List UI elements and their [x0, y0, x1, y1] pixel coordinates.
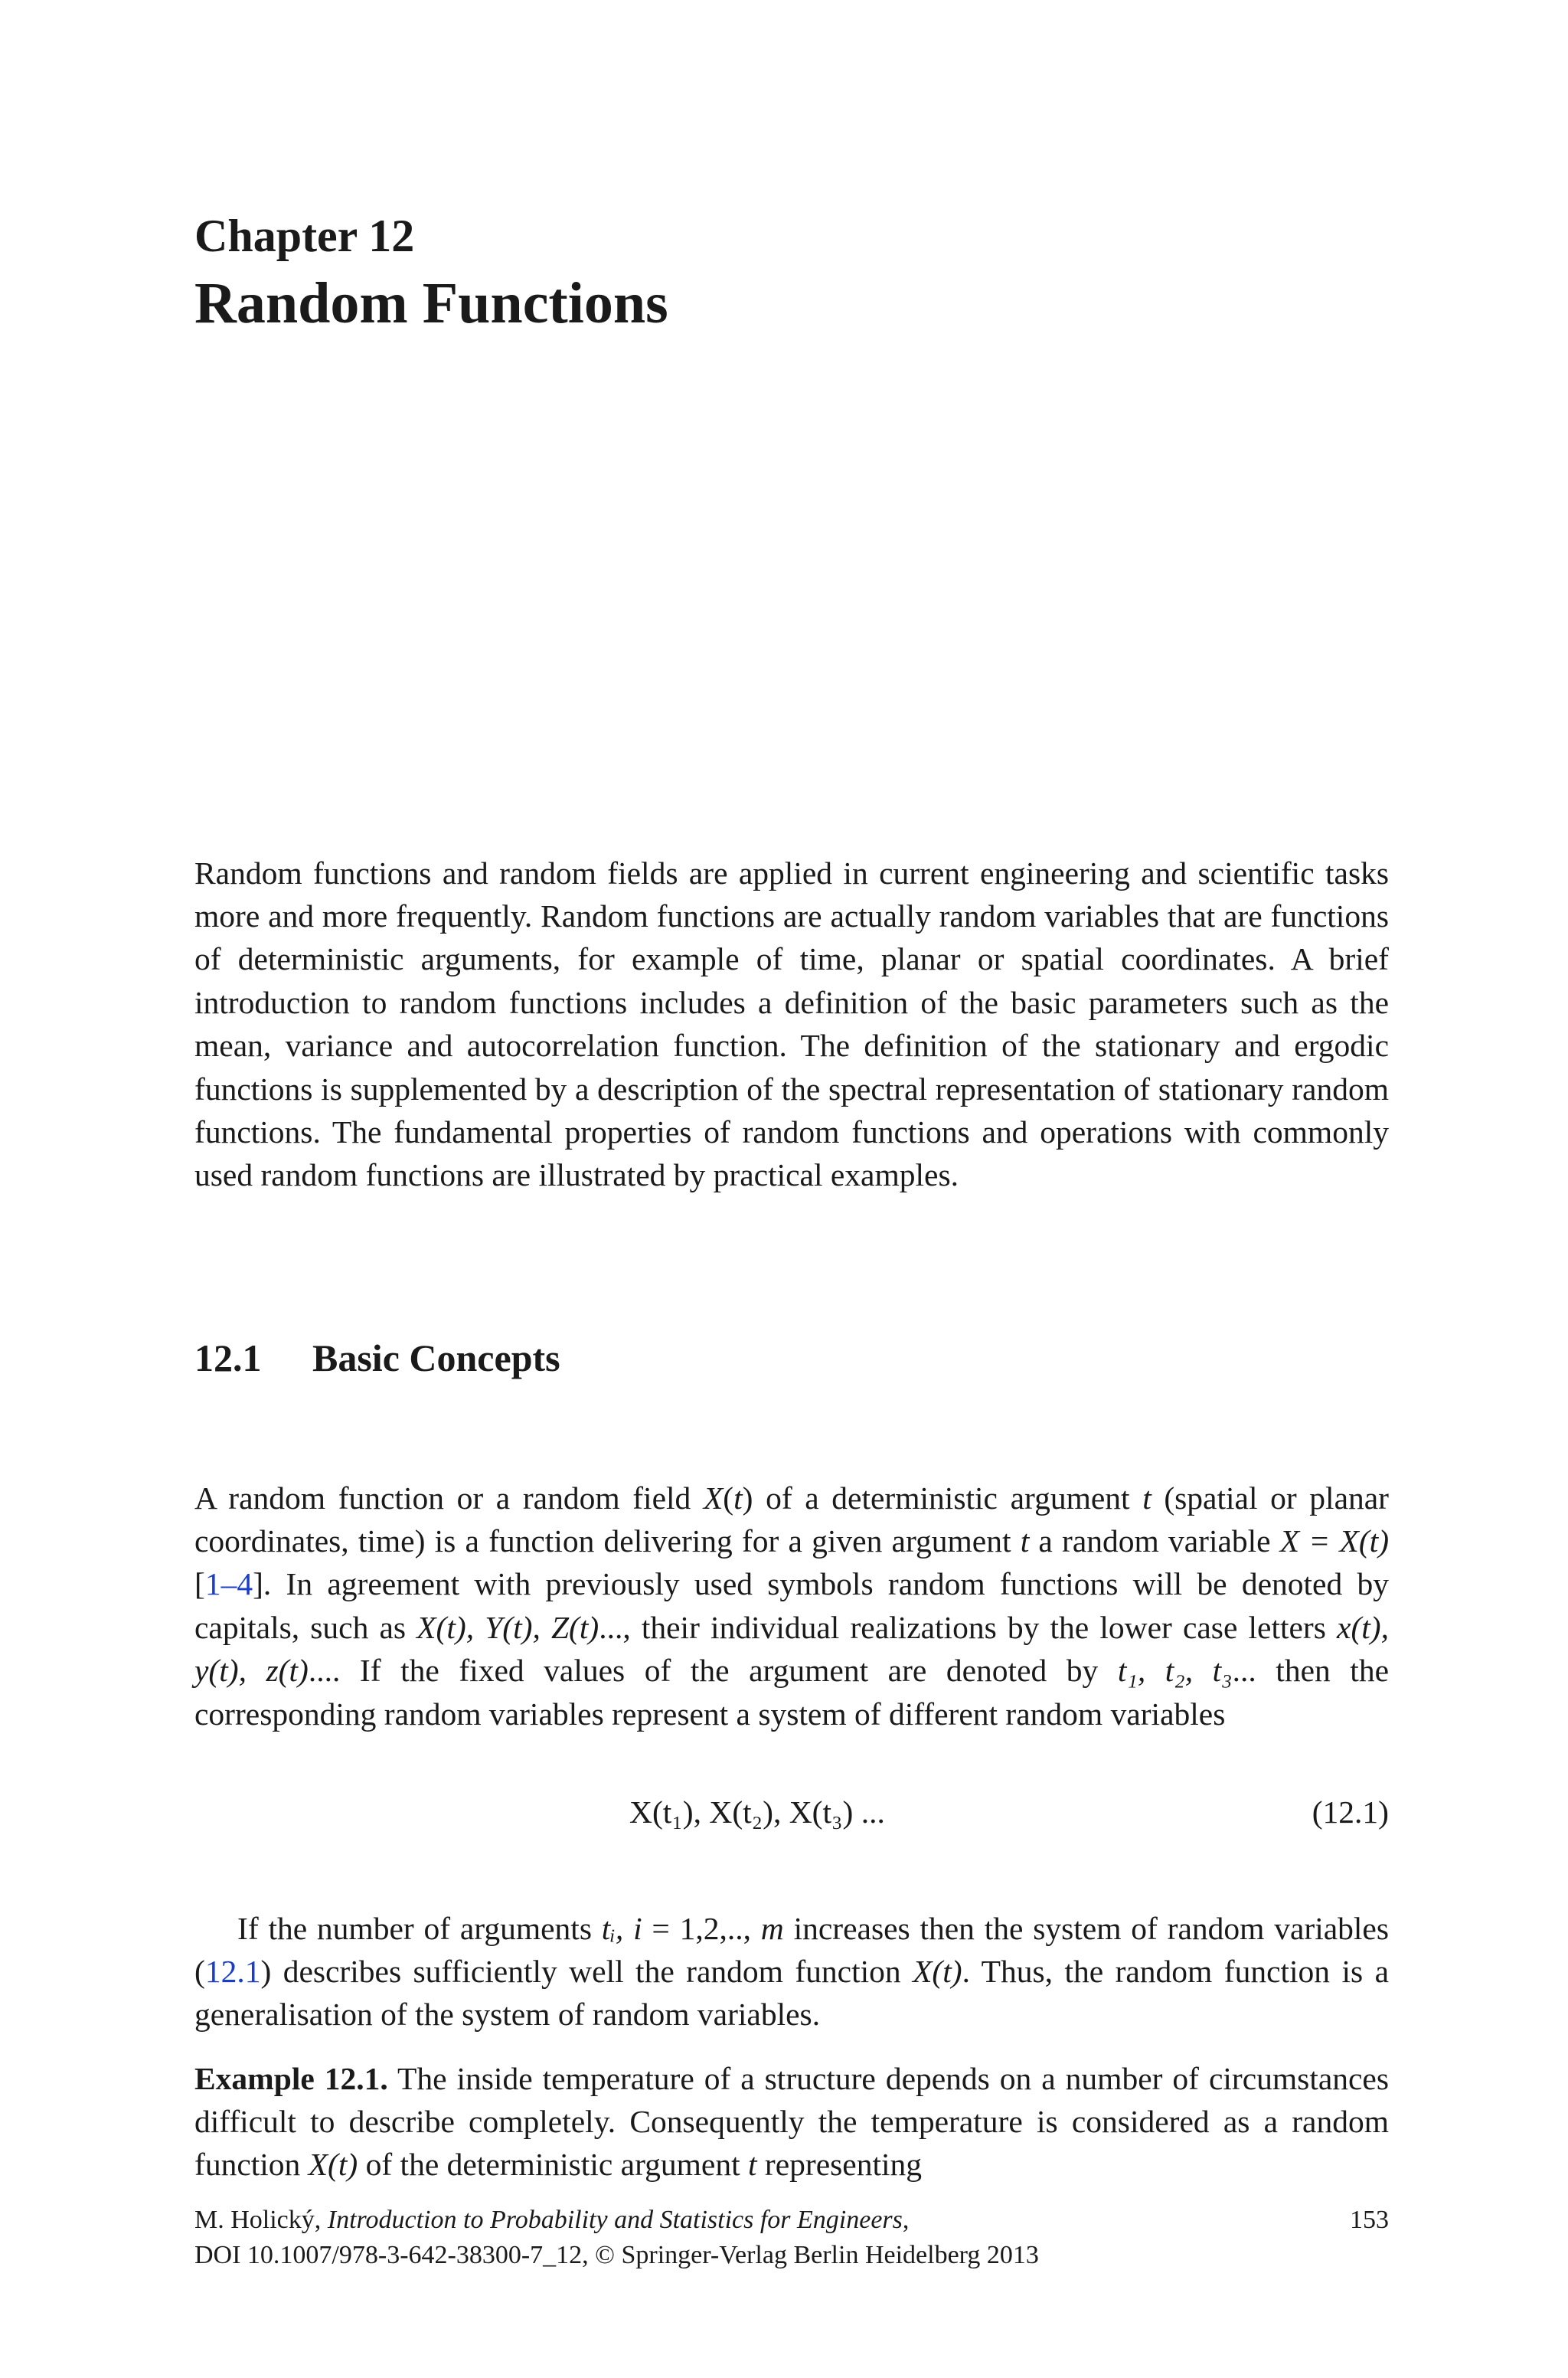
example-paragraph	[194, 2057, 1389, 2187]
footer-doi: DOI 10.1007/978-3-642-38300-7_12, © Springer-Verlag Berlin Heidelberg 2013	[194, 2241, 1039, 2269]
footer-author: M. Holický,	[194, 2206, 328, 2234]
text-run: ]. In agreement with previously used symbols random functions will be denoted by capitals, such as	[194, 1566, 1389, 1645]
text-run: A random function or a random field	[194, 1480, 704, 1516]
math-symbol: t	[1142, 1480, 1152, 1516]
text-run: representing	[756, 2147, 923, 2183]
page-footer	[194, 2203, 1389, 2273]
section-paragraph-2	[194, 1907, 1389, 2036]
text-run: ..., their individual realizations by the lower case letters	[599, 1609, 1338, 1645]
math-expression: X(t), Y(t), Z(t)	[416, 1609, 599, 1645]
chapter-label: Chapter 12	[194, 211, 415, 261]
footer-citation	[194, 2203, 1389, 2238]
text-run: The inside temperature of a structure depends on a number of circumstances difficult to describe completely. Consequently the temperature is considered as a random function	[194, 2060, 1390, 2183]
equation-reference-link[interactable]: 12.1	[204, 1953, 261, 1989]
text-run: increases then the system of random variables (	[194, 1910, 1390, 1989]
equation-number: (12.1)	[1312, 1794, 1389, 1830]
text-run: ... then the corresponding random variables represent a system of different random variables	[194, 1653, 1389, 1732]
math-expression: tᵢ, i	[601, 1910, 642, 1946]
section-paragraph: A random function or a random field X(t) of a deterministic argument t (spatial or planar coordinates, time) is a function delivering for a given argument t a random variable X = X(t) [1–4]. In agreement with previously used symbols random functions will be denoted by capitals, such as X(t), Y(t), Z(t)..., their individual realizations by the lower case letters x(t), y(t), z(t).... If the fixed values of the argument are denoted by t₁, t₂, t₃... then the corresponding random variables represent a system of different random variables	[194, 1480, 1390, 1732]
text-run: If the number of arguments	[237, 1910, 602, 1946]
footer-book-title: Introduction to Probability and Statistics for Engineers	[327, 2206, 903, 2234]
text-run: = 1,2,..,	[642, 1910, 761, 1946]
math-expression: X(t)	[308, 2147, 358, 2183]
math-expression: X(t)	[913, 1953, 962, 1989]
equation-expression: X(t₁), X(t₂), X(t₃) ...	[629, 1794, 885, 1830]
citation-link[interactable]: 1–4	[204, 1566, 253, 1602]
page-number: 153	[1350, 2206, 1389, 2234]
math-expression: t₁, t₂, t₃	[1117, 1653, 1233, 1689]
section-title: Basic Concepts	[312, 1336, 560, 1379]
chapter-abstract: Random functions and random fields are applied in current engineering and scientific tasks more and more frequently. Random functions are actually random variables that are functions of deterministic arguments, for example of time, planar or spatial coordinates. A brief introduction to random functions includes a definition of the basic parameters such as the mean, variance and autocorrelation function. The definition of the stationary and ergodic functions is supplemented by a description of the spectral representation of stationary random functions. The fundamental properties of random functions and operations with commonly used random functions are illustrated by practical examples.	[194, 855, 1389, 1193]
text-run: (spatial or planar coordinates, time) is a function delivering for a given argument	[194, 1480, 1389, 1559]
text-run: of the deterministic argument	[358, 2147, 748, 2183]
section-number: 12.1	[194, 1336, 262, 1379]
text-run: ,	[902, 2206, 910, 2234]
text-run: ) describes sufficiently well the random function	[260, 1953, 913, 1989]
math-expression: X = X(t)	[1279, 1523, 1390, 1559]
chapter-title: Random Functions	[194, 271, 668, 335]
section-heading	[194, 1336, 560, 1379]
math-symbol: t	[748, 2147, 757, 2183]
math-symbol: m	[760, 1910, 784, 1946]
math-symbol: t	[733, 1480, 743, 1516]
text-run: of a deterministic argument	[753, 1480, 1143, 1516]
example-label: Example 12.1.	[194, 2060, 388, 2096]
text-run: .... If the fixed values of the argument are denoted by	[308, 1653, 1118, 1689]
math-expression: x(t), y(t), z(t)	[194, 1609, 1389, 1689]
math-symbol: X	[703, 1480, 724, 1516]
text-run: [	[194, 1566, 205, 1602]
math-symbol: t	[1020, 1523, 1030, 1559]
equation-row	[194, 1789, 1389, 1835]
text-run: . Thus, the random function is a generalisation of the system of random variables.	[194, 1953, 1389, 2033]
text-run: a random variable	[1029, 1523, 1280, 1559]
